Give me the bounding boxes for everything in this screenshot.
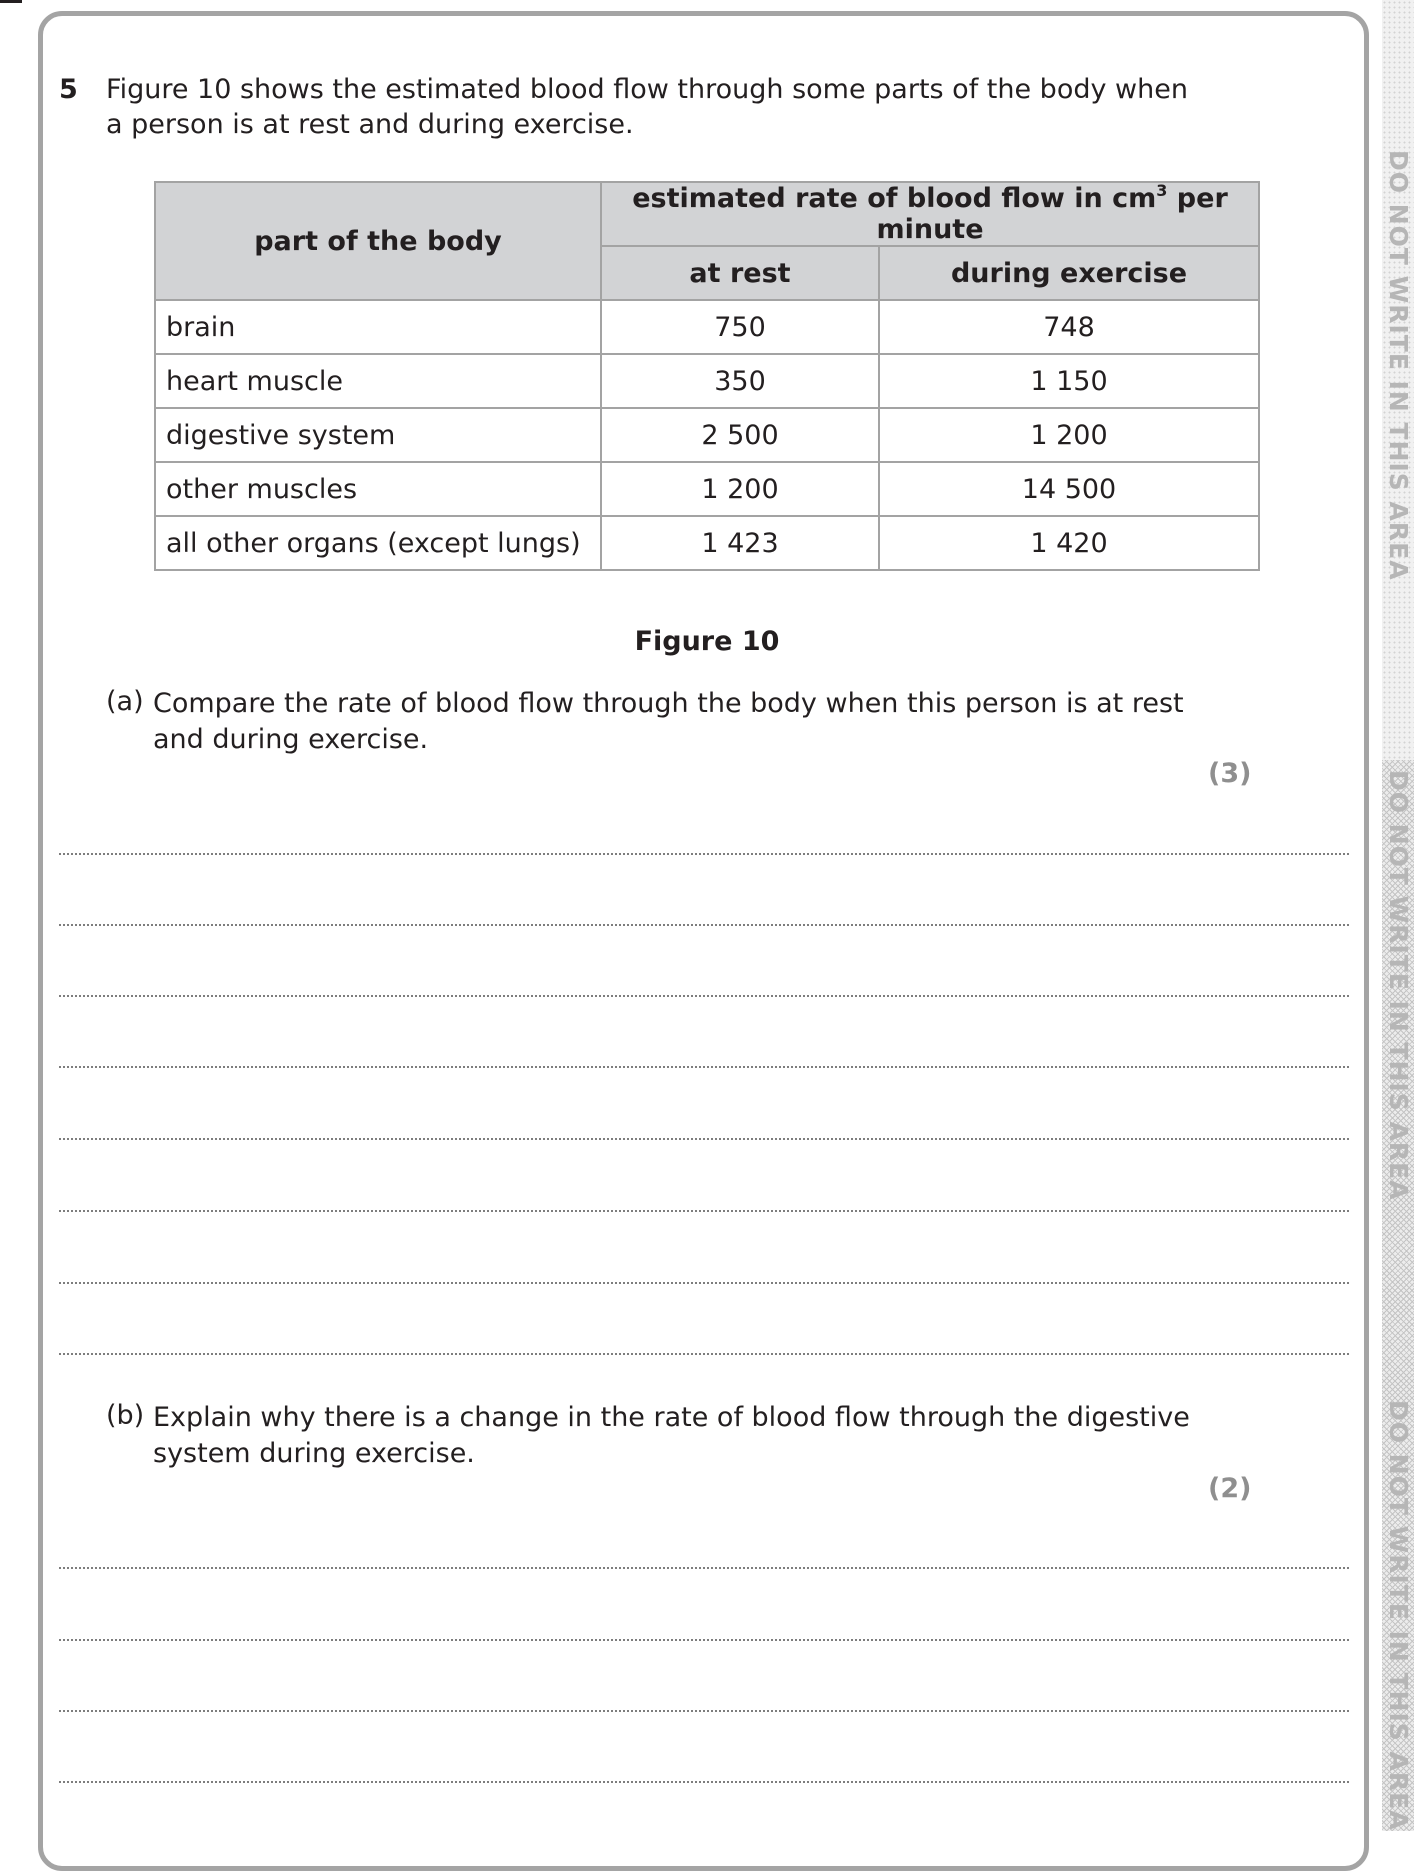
answer-line-a3[interactable]: [59, 995, 1349, 997]
table-row: [155, 516, 1259, 570]
row-rest: 2 500: [601, 408, 879, 462]
blood-flow-table: [154, 181, 1260, 571]
answer-line-a8[interactable]: [59, 1353, 1349, 1355]
answer-line-b2[interactable]: [59, 1639, 1349, 1641]
part-b-marks: (2): [1208, 1473, 1252, 1504]
part-a-label: (a): [106, 686, 144, 717]
header-part-of-body: part of the body: [155, 182, 601, 300]
answer-line-b1[interactable]: [59, 1567, 1349, 1569]
margin-warning-1: DO NOT WRITE IN THIS AREA: [1384, 150, 1413, 581]
margin-warning-2: DO NOT WRITE IN THIS AREA: [1384, 770, 1413, 1201]
question-number: 5: [59, 74, 78, 105]
row-part: brain: [155, 300, 601, 354]
row-rest: 750: [601, 300, 879, 354]
row-rest: 1 423: [601, 516, 879, 570]
row-part: other muscles: [155, 462, 601, 516]
row-exercise: 1 150: [879, 354, 1259, 408]
answer-line-a7[interactable]: [59, 1282, 1349, 1284]
part-b-label: (b): [106, 1400, 145, 1431]
part-b-text: Explain why there is a change in the rate of blood flow through the digestive system during exercise.: [153, 1402, 1190, 1469]
table-row: [155, 462, 1259, 516]
table-row: [155, 354, 1259, 408]
row-exercise: 1 420: [879, 516, 1259, 570]
answer-line-a1[interactable]: [59, 853, 1349, 855]
answer-line-a4[interactable]: [59, 1066, 1349, 1068]
part-a-marks: (3): [1208, 758, 1252, 789]
row-rest: 350: [601, 354, 879, 408]
header-blood-flow-rate: estimated rate of blood flow in $cm^3$ per minute: [601, 182, 1259, 246]
row-part: heart muscle: [155, 354, 601, 408]
row-rest: 1 200: [601, 462, 879, 516]
answer-line-b3[interactable]: [59, 1710, 1349, 1712]
row-exercise: 748: [879, 300, 1259, 354]
row-part: all other organs (except lungs): [155, 516, 601, 570]
table-row: [155, 408, 1259, 462]
answer-line-a6[interactable]: [59, 1210, 1349, 1212]
part-a-text: Compare the rate of blood flow through the body when this person is at rest and during exercise.: [153, 688, 1184, 755]
header-during-exercise: during exercise: [879, 246, 1259, 300]
question-stem: Figure 10 shows the estimated blood flow through some parts of the body when a person is at rest and during exercise.: [106, 74, 1188, 140]
answer-line-a5[interactable]: [59, 1138, 1349, 1140]
margin-strip: [1382, 0, 1414, 1831]
row-part: digestive system: [155, 408, 601, 462]
margin-warning-3: DO NOT WRITE IN THIS AREA: [1384, 1400, 1413, 1831]
corner-mark: [0, 0, 22, 3]
table-row: [155, 300, 1259, 354]
answer-line-a2[interactable]: [59, 924, 1349, 926]
header-at-rest: at rest: [601, 246, 879, 300]
figure-caption: Figure 10: [634, 626, 780, 657]
answer-line-b4[interactable]: [59, 1781, 1349, 1783]
row-exercise: 1 200: [879, 408, 1259, 462]
row-exercise: 14 500: [879, 462, 1259, 516]
